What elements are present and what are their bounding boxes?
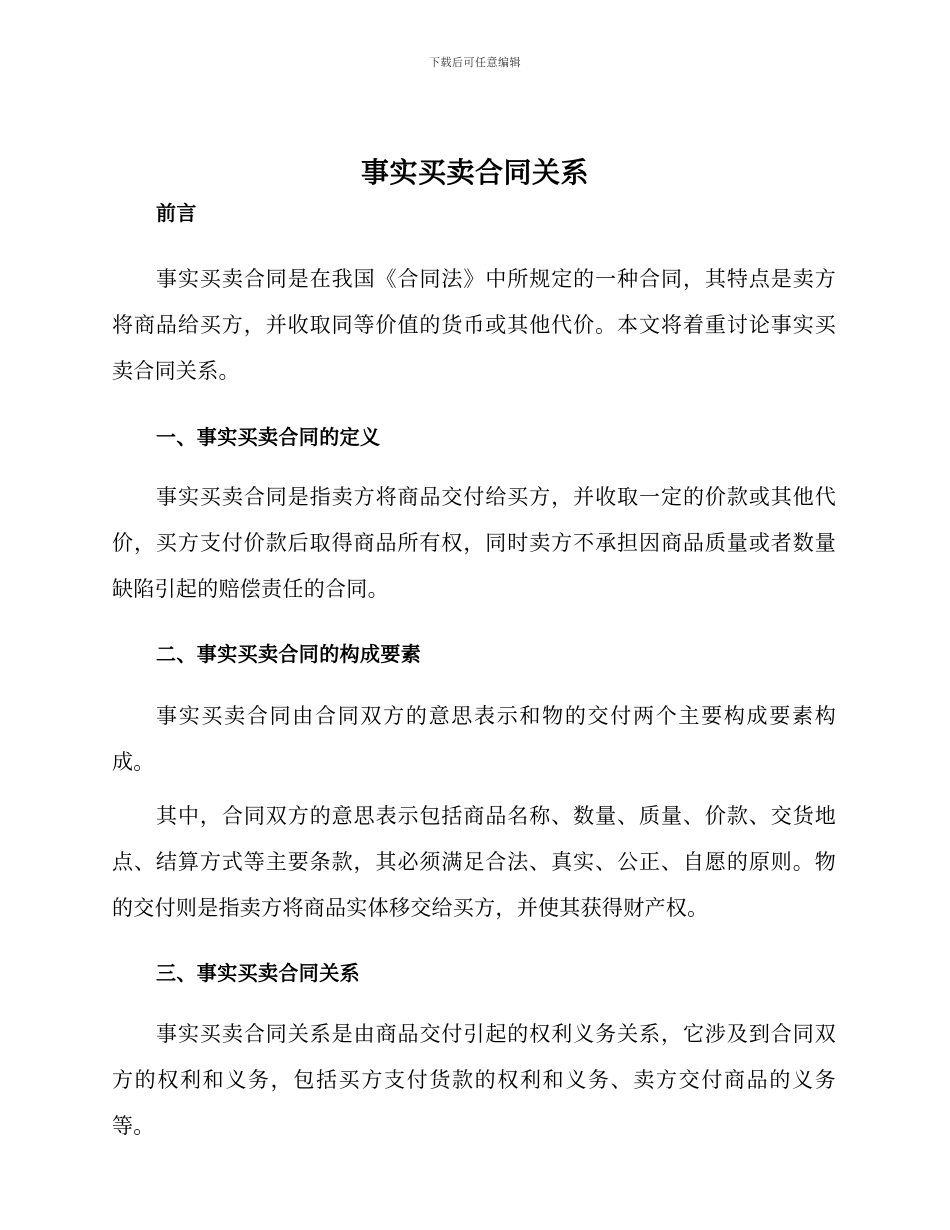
section-1-heading: 一、事实买卖合同的定义 [156,425,381,449]
document-title: 事实买卖合同关系 [360,156,589,189]
preface-paragraph: 事实买卖合同是在我国《合同法》中所规定的一种合同，其特点是卖方将商品给买方，并收取同等价值的货币或其他代价。本文将着重讨论事实买卖合同关系。 [112,267,836,383]
section-1-paragraph-1: 事实买卖合同是指卖方将商品交付给买方，并收取一定的价款或其他代价，买方支付价款后取得商品所有权，同时卖方不承担因商品质量或者数量缺陷引起的赔偿责任的合同。 [112,485,836,601]
header-note: 下载后可任意编辑 [429,56,521,69]
section-3-heading: 三、事实买卖合同关系 [156,961,360,985]
document-body [112,198,836,1149]
section-3-paragraph-1: 事实买卖合同关系是由商品交付引起的权利义务关系，它涉及到合同双方的权利和义务，包括买方支付货款的权利和义务、卖方交付商品的义务等。 [112,1022,836,1138]
section-2-paragraph-2: 其中，合同双方的意思表示包括商品名称、数量、质量、价款、交货地点、结算方式等主要条款，其必须满足合法、真实、公正、自愿的原则。物的交付则是指卖方将商品实体移交给买方，并使其获得财产权。 [112,804,836,920]
section-2-heading: 二、事实买卖合同的构成要素 [156,642,422,666]
section-2-paragraph-1: 事实买卖合同由合同双方的意思表示和物的交付两个主要构成要素构成。 [112,704,836,774]
preface-heading: 前言 [156,201,197,225]
